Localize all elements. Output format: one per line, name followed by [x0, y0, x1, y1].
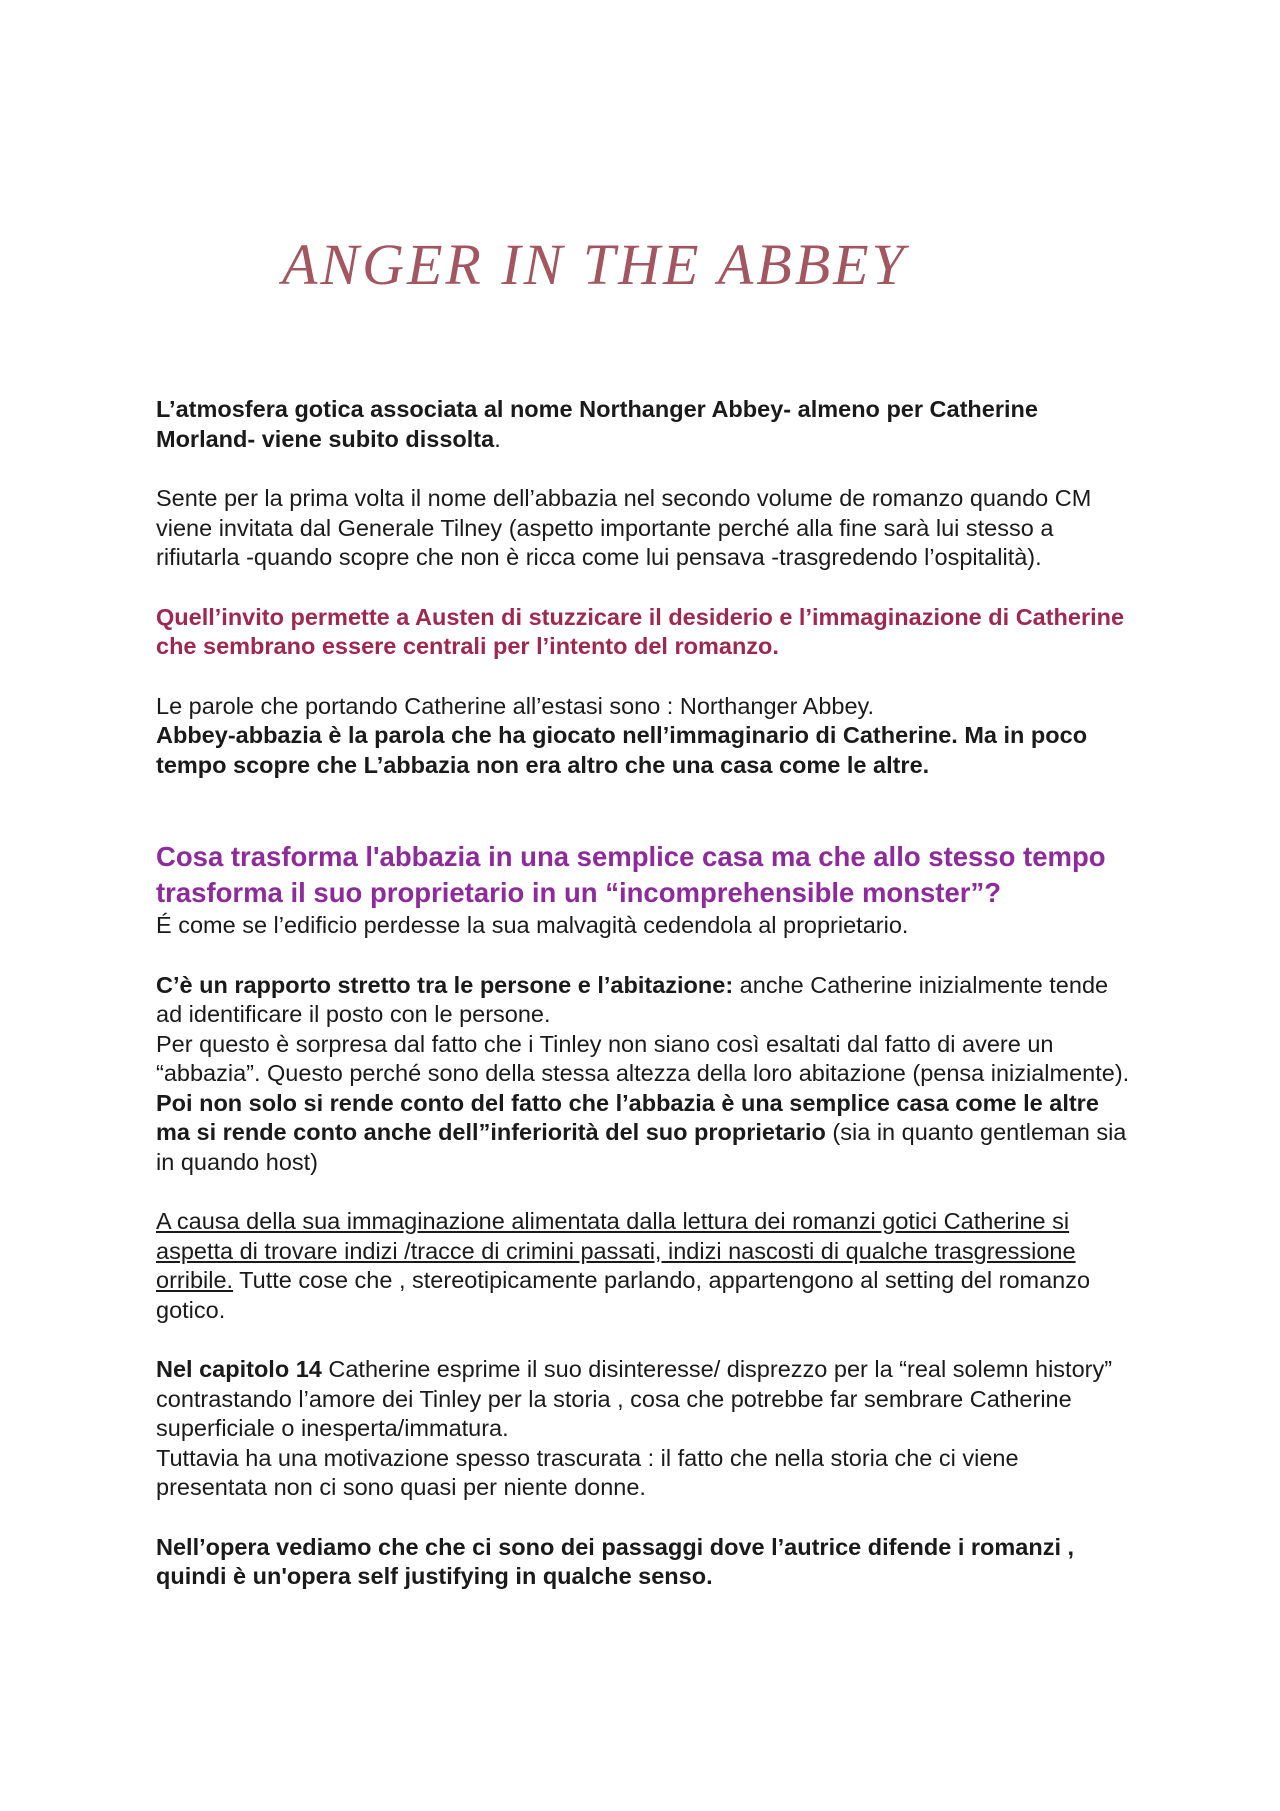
relationship-text: anche Catherine inizialmente tende ad identificare il posto con le persone.: [156, 971, 1109, 1027]
paragraph-abbey-word: [156, 692, 1136, 781]
gothic-setting-text: Tutte cose che , stereotipicamente parlando, appartengono al setting del romanzo gotico.: [156, 1267, 1091, 1323]
relationship-bold: C’è un rapporto stretto tra le persone e l’abitazione:: [156, 971, 734, 998]
motivation-text: Tuttavia ha una motivazione spesso trascurata : il fatto che nella storia che ci viene presentata non ci sono quasi per niente donne.: [156, 1444, 1019, 1500]
chapter-label: Nel capitolo 14: [156, 1356, 322, 1382]
section-heading: Cosa trasforma l'abbazia in una semplice casa ma che allo stesso tempo trasforma il suo proprietario in un “incomprehensible monster”?: [156, 841, 1106, 908]
paragraph-intro: [156, 395, 1136, 454]
paragraph-chapter-14: [156, 1355, 1136, 1503]
decorative-title: ANGER IN THE ABBEY: [282, 232, 907, 297]
intro-text: .: [494, 425, 501, 452]
history-text: Catherine esprime il suo disinteresse/ disprezzo per la “real solemn history” contrastando l’amore dei Tinley per la storia , cosa che potrebbe far sembrare Catherine superficiale o inesperta/immatura.: [156, 1356, 1113, 1441]
document-body: [156, 395, 1136, 1622]
paragraph-gothic-clues: [156, 1207, 1136, 1325]
surprise-text: Per questo è sorpresa dal fatto che i Tinley non siano così esaltati dal fatto di avere un “abbazia”. Questo perché sono della stessa altezza della loro abitazione (pensa inizialmente).: [156, 1030, 1130, 1086]
abbey-line: Le parole che portando Catherine all’estasi sono : Northanger Abbey.: [156, 692, 875, 719]
abbey-bold-text: Abbey-abbazia è la parola che ha giocato nell’immaginario di Catherine. Ma in poco tempo scopre che L’abbazia non era altro che una casa come le altre.: [156, 722, 1088, 778]
realization-bold: Poi non solo si rende conto del fatto che l’abbazia è una semplice casa come le altre ma si rende conto anche dell”inferiorità del suo proprietario: [156, 1089, 1099, 1145]
paragraph-invitation: Sente per la prima volta il nome dell’abbazia nel secondo volume de romanzo quando CM viene invitata dal Generale Tilney (aspetto importante perché alla fine sarà lui stesso a rifiutarla -quando scopre che non è ricca come lui pensava -trasgredendo l’ospitalità).: [156, 485, 1092, 570]
paragraph-highlight: Quell’invito permette a Austen di stuzzicare il desiderio e l’immaginazione di Catherine che sembrano essere centrali per l’intento del romanzo.: [156, 603, 1125, 659]
gothic-underlined-text: A causa della sua immaginazione alimentata dalla lettura dei romanzi gotici Catherine si aspetta di trovare indizi /tracce di crimini passati, indizi nascosti di qualche trasgressione orribile.: [156, 1208, 1076, 1293]
paragraph-building: É come se l’edificio perdesse la sua malvagità cedendola al proprietario.: [156, 912, 909, 938]
intro-bold-text: L’atmosfera gotica associata al nome Northanger Abbey- almeno per Catherine Morland- viene subito dissolta: [156, 396, 1038, 452]
paragraph-relationship: [156, 971, 1136, 1178]
paragraph-self-justifying: Nell’opera vediamo che che ci sono dei passaggi dove l’autrice difende i romanzi , quindi è un'opera self justifying in qualche senso.: [156, 1533, 1075, 1589]
host-text: (sia in quanto gentleman sia in quando host): [156, 1119, 1127, 1175]
